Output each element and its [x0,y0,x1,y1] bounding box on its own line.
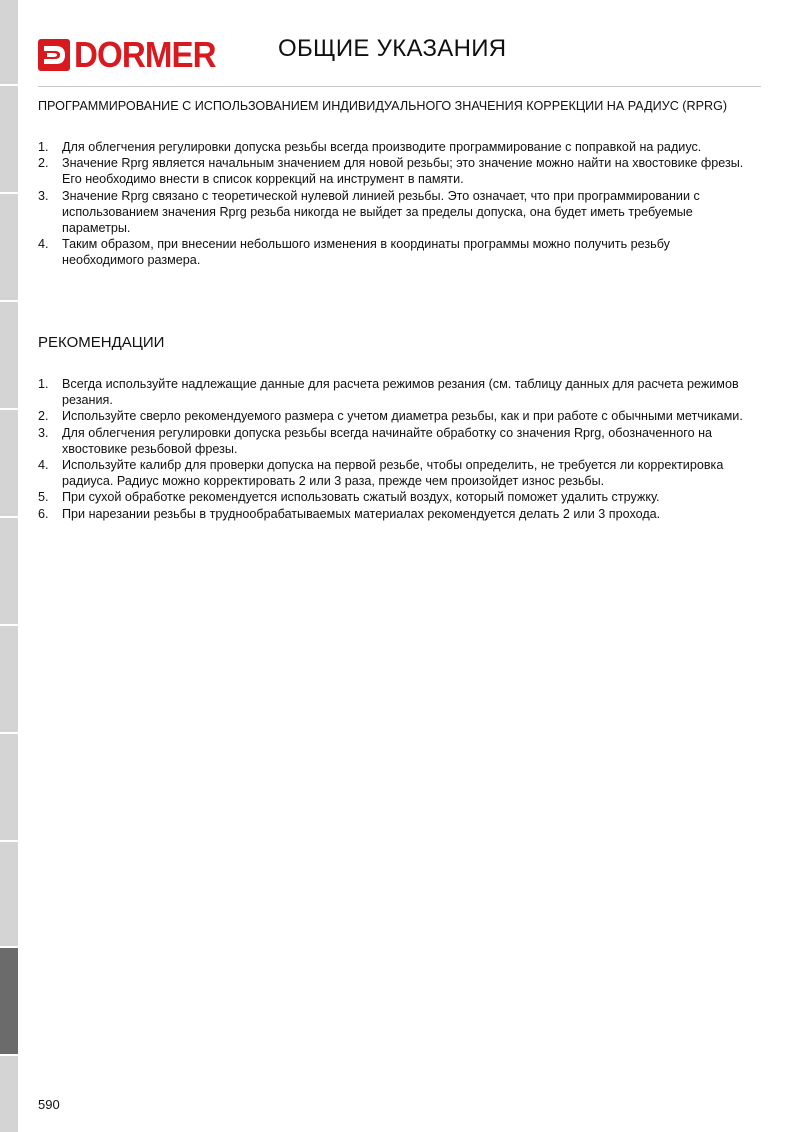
list-item-number: 1. [38,377,49,391]
side-tab [0,410,18,516]
list-item [38,489,748,505]
list-item [38,425,748,457]
list-item [38,457,748,489]
side-tab [0,302,18,408]
side-tab [0,734,18,840]
list-item-number: 1. [38,140,49,154]
list-item [38,376,748,408]
list-item-text: Значение Rprg является начальным значением для новой резьбы; это значение можно найти на хвостовике фрезы. Его необходимо внести в список коррекций на инструмент в памяти. [62,156,744,187]
list-item-text: Значение Rprg связано с теоретической нулевой линией резьбы. Это означает, что при программировании с использованием значения Rprg резьба никогда не выйдет за пределы допуска, она будет иметь требуемые параметры. [62,188,700,236]
list-item [38,155,748,187]
side-tab [0,626,18,732]
list-item-text: Используйте сверло рекомендуемого размера с учетом диаметра резьбы, как и при работе с обычными метчиками. [62,409,743,424]
list-item-text: Таким образом, при внесении небольшого изменения в координаты программы можно получить резьбу необходимого размера. [62,237,670,268]
side-tab [0,0,18,84]
list-item-number: 4. [38,458,49,473]
programming-steps-list [38,139,748,269]
list-item-text: Используйте калибр для проверки допуска на первой резьбе, чтобы определить, не требуется ли корректировка радиуса. Радиус можно корректировать 2 или 3 раза, прежде чем произойдет износ резьбы. [62,458,724,489]
list-item-text: При сухой обработке рекомендуется использовать сжатый воздух, который поможет удалить стружку. [62,490,660,505]
side-tab [0,842,18,946]
section-heading-recommendations: РЕКОМЕНДАЦИИ [38,334,165,351]
list-item-number: 6. [38,506,49,521]
page-title: ОБЩИЕ УКАЗАНИЯ [278,35,507,62]
side-tab [0,518,18,624]
dormer-logo-mark-icon [38,39,70,71]
list-item-text: Для облегчения регулировки допуска резьбы всегда начинайте обработку со значения Rprg, обозначенного на хвостовике резьбовой фрезы. [62,425,713,456]
list-item-number: 3. [38,188,49,203]
list-item-text: Для облегчения регулировки допуска резьбы всегда производите программирование с поправкой на радиус. [62,140,702,154]
list-item-number: 2. [38,156,49,171]
list-item [38,188,748,237]
side-tab-active [0,948,18,1054]
header-divider [38,86,761,87]
dormer-logo [38,34,228,75]
list-item-number: 2. [38,409,49,424]
side-tab [0,1056,18,1132]
list-item-number: 4. [38,237,49,252]
list-item [38,408,748,424]
side-tab-strip [0,0,18,1132]
list-item-text: При нарезании резьбы в труднообрабатываемых материалах рекомендуется делать 2 или 3 прохода. [62,506,661,521]
recommendations-list [38,376,748,522]
list-item [38,506,748,522]
list-item [38,236,748,268]
list-item-number: 5. [38,490,49,505]
list-item [38,139,748,155]
side-tab [0,194,18,300]
list-item-text: Всегда используйте надлежащие данные для расчета режимов резания (см. таблицу данных для расчета режимов резания. [62,377,739,408]
page-number: 590 [38,1097,60,1112]
logo-wordmark: DORMER [74,34,216,75]
section-heading-programming: ПРОГРАММИРОВАНИЕ С ИСПОЛЬЗОВАНИЕМ ИНДИВИДУАЛЬНОГО ЗНАЧЕНИЯ КОРРЕКЦИИ НА РАДИУС (RPRG) [38,99,728,113]
list-item-number: 3. [38,425,49,440]
side-tab [0,86,18,192]
